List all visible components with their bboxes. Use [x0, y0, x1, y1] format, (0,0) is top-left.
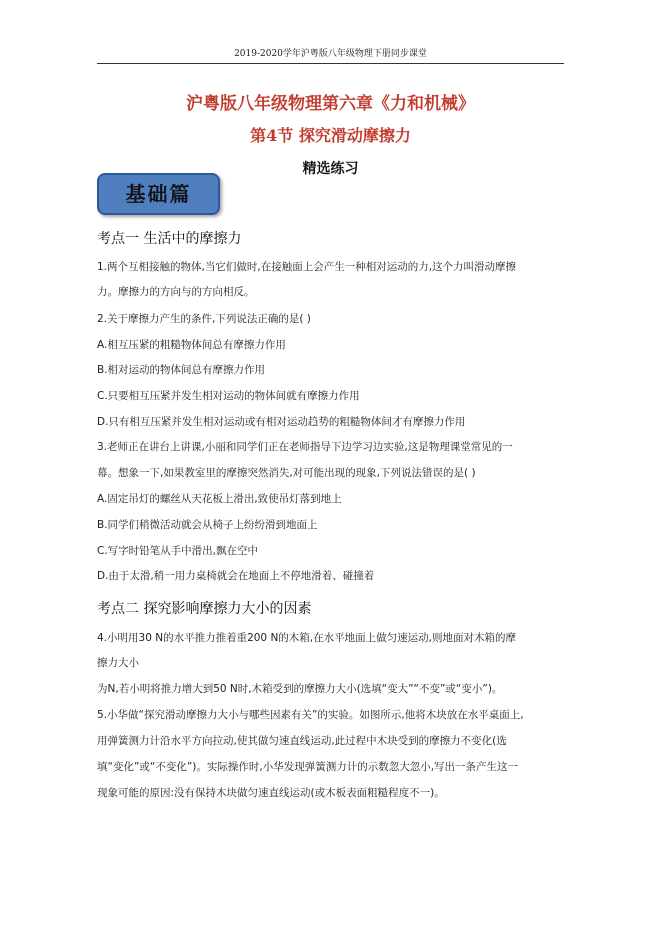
topic-heading-1: 考点一 生活中的摩擦力 [97, 231, 242, 247]
text-line: 力。摩擦力的方向与的方向相反。 [97, 286, 255, 298]
section-title: 第4节 探究滑动摩擦力 [250, 126, 411, 145]
text-line: C.只要相互压紧并发生相对运动的物体间就有摩擦力作用 [97, 390, 360, 402]
text-line: D.只有相互压紧并发生相对运动或有相对运动趋势的粗糙物体间才有摩擦力作用 [97, 416, 466, 428]
text-line: B.同学们稍微活动就会从椅子上纷纷滑到地面上 [97, 519, 318, 531]
text-line: 5.小华做“探究滑动摩擦力大小与哪些因素有关”的实验。如图所示,他将木块放在水平桌面上, [97, 709, 524, 721]
text-line: 2.关于摩擦力产生的条件,下列说法正确的是( ) [97, 313, 311, 325]
text-line: 1.两个互相接触的物体,当它们做时,在接触面上会产生一种相对运动的力,这个力叫滑动摩擦 [97, 261, 517, 273]
text-line: 填“变化”或“不变化”)。实际操作时,小华发现弹簧测力计的示数忽大忽小,写出一条产生这一 [97, 761, 519, 773]
text-line: 4.小明用30 N的水平推力推着重200 N的木箱,在水平地面上做匀速运动,则地面对木箱的摩 [97, 632, 516, 644]
text-line: C.写字时铅笔从手中滑出,飘在空中 [97, 545, 259, 557]
chapter-title: 沪粤版八年级物理第六章《力和机械》 [186, 94, 475, 114]
text-line: A.相互压紧的粗糙物体间总有摩擦力作用 [97, 339, 286, 351]
text-line: A.固定吊灯的螺丝从天花板上滑出,致使吊灯落到地上 [97, 493, 342, 505]
text-line: 现象可能的原因:没有保持木块做匀速直线运动(或木板表面粗糙程度不一)。 [97, 787, 445, 799]
text-line: 幕。想象一下,如果教室里的摩擦突然消失,对可能出现的现象,下列说法错误的是( ) [97, 467, 476, 479]
topic-heading-2: 考点二 探究影响摩擦力大小的因素 [97, 601, 312, 617]
text-line: 擦力大小 [97, 657, 139, 669]
page-header: 2019-2020学年沪粤版八年级物理下册同步课堂 [97, 47, 564, 64]
level-badge: 基础篇 [97, 173, 220, 215]
text-line: 为N,若小明将推力增大到50 N时,木箱受到的摩擦力大小(选填“变大”“不变”或“变小”)。 [97, 683, 503, 695]
text-line: 用弹簧测力计沿水平方向拉动,使其做匀速直线运动,此过程中木块受到的摩擦力不变化(选 [97, 735, 507, 747]
text-line: D.由于太滑,稍一用力桌椅就会在地面上不停地滑着、碰撞着 [97, 570, 375, 582]
text-line: 3.老师正在讲台上讲课,小丽和同学们正在老师指导下边学习边实验,这是物理课堂常见的一 [97, 441, 513, 453]
text-line: B.相对运动的物体间总有摩擦力作用 [97, 364, 266, 376]
subtitle: 精选练习 [302, 161, 359, 177]
